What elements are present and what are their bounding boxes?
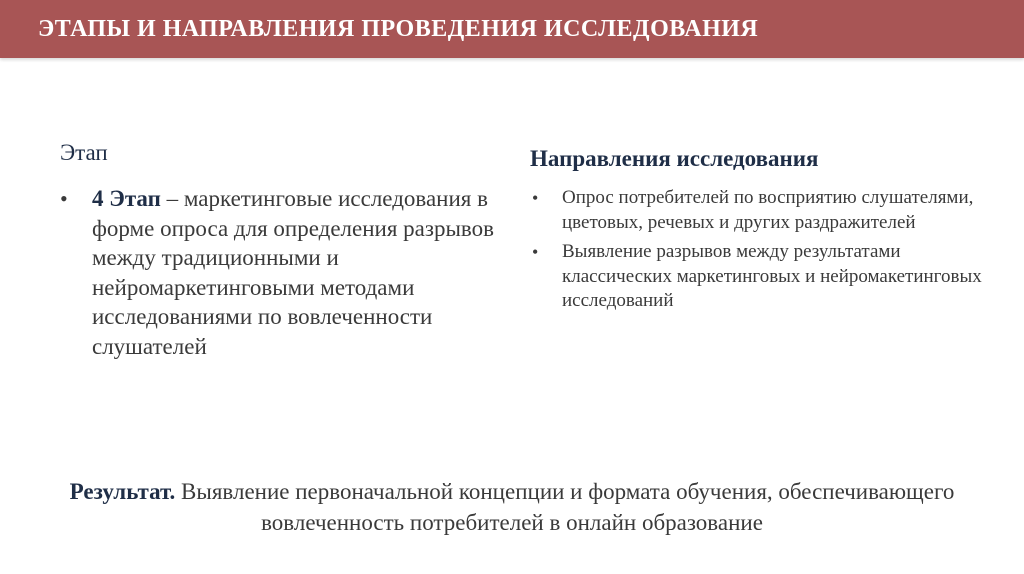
title-bar [0,0,1024,58]
slide-title: ЭТАПЫ И НАПРАВЛЕНИЯ ПРОВЕДЕНИЯ ИССЛЕДОВАНИЯ [38,15,759,42]
stage-column [60,140,500,361]
stage-label: 4 Этап [92,186,161,211]
directions-list-item [530,186,990,235]
directions-list-item [530,240,990,314]
stage-list-item [60,184,500,361]
result-label: Результат. [69,479,176,504]
bullet-icon: • [60,186,68,211]
stage-description: – маркетинговые исследования в форме опроса для определения разрывов между традиционными и нейромаркетинговыми методами исследованиями по вовлеченности слушателей [92,186,494,359]
bullet-icon: • [532,188,539,208]
directions-list [530,186,990,314]
direction-text: Выявление разрывов между результатами классических маркетинговых и нейромакетинговых исследований [562,241,982,311]
directions-column [530,146,990,319]
stage-heading: Этап [60,140,108,165]
result-statement [40,476,984,538]
bullet-icon: • [532,242,539,262]
directions-heading: Направления исследования [530,146,819,171]
direction-text: Опрос потребителей по восприятию слушателями, цветовых, речевых и других раздражителей [562,187,974,233]
result-text: Выявление первоначальной концепции и формата обучения, обеспечивающего вовлеченность потребителей в онлайн образование [175,479,955,535]
stage-list [60,184,500,361]
